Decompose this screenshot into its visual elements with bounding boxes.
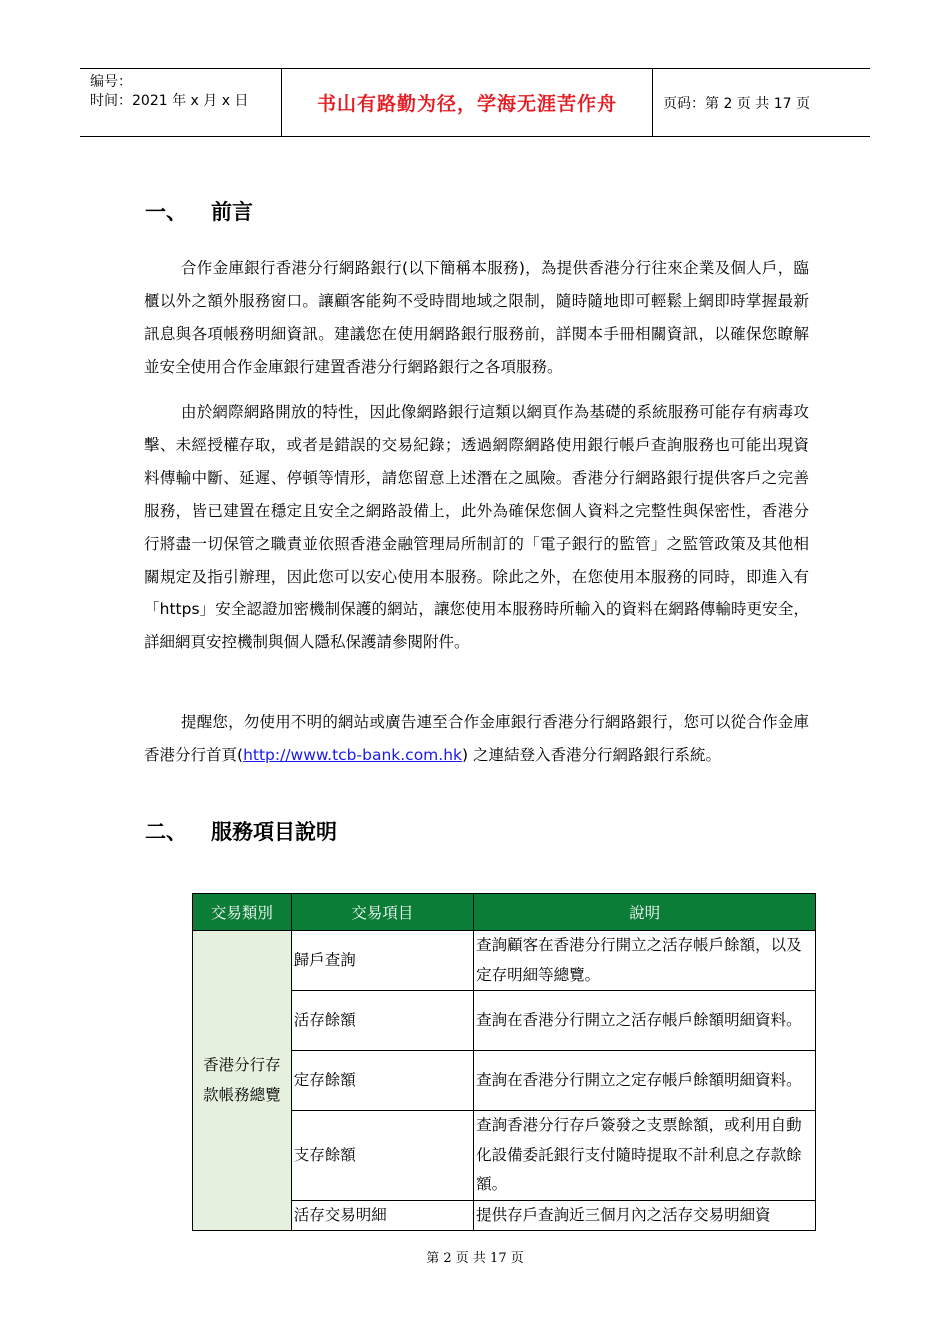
table-header-row: [193, 894, 816, 931]
page-header: [80, 68, 870, 137]
page-footer: 第 2 页 共 17 页: [426, 1251, 524, 1266]
item-cell: 活存餘額: [291, 991, 473, 1051]
section-heading: [145, 196, 253, 226]
category-cell: [193, 931, 292, 1231]
page-info: 页码：第 2 页 共 17 页: [663, 95, 810, 112]
code-label: 编号：: [90, 74, 132, 90]
section-heading: [145, 816, 337, 846]
desc-cell: 查詢顧客在香港分行開立之活存帳戶餘額，以及定存明細等總覽。: [474, 931, 816, 991]
section1-body: [144, 252, 809, 384]
table-row: [193, 931, 816, 991]
item-cell: 支存餘額: [291, 1111, 473, 1201]
paragraph: [144, 706, 809, 772]
category-line: 款帳務總覽: [203, 1085, 281, 1104]
header-motto-cell: [282, 69, 653, 136]
item-cell: 定存餘額: [291, 1051, 473, 1111]
section-title: 前言: [211, 200, 253, 224]
desc-cell: 查詢在香港分行開立之定存帳戶餘額明細資料。: [474, 1051, 816, 1111]
paragraph-text: 提醒您，勿使用不明的網站或廣告連至合作金庫銀行香港分行網路銀行，您可以從合作金庫香港分行首頁(: [144, 713, 809, 764]
column-header: 說明: [474, 894, 816, 931]
motto: 书山有路勤为径，学海无涯苦作舟: [316, 93, 617, 115]
section-number: 一、: [145, 200, 187, 224]
paragraph: 由於網際網路開放的特性，因此像網路銀行這類以網頁作為基礎的系統服務可能存有病毒攻擊、未經授權存取，或者是錯誤的交易紀錄；透過網際網路使用銀行帳戶查詢服務也可能出現資料傳輸中斷、延遲、停頓等情形，請您留意上述潛在之風險。香港分行網路銀行提供客戶之完善服務，皆已建置在穩定且安全之網路設備上，此外為確保您個人資料之完整性與保密性，香港分行將盡一切保管之職責並依照香港金融管理局所制訂的「電子銀行的監管」之監管政策及其他相關規定及指引辦理，因此您可以安心使用本服務。除此之外，在您使用本服務的同時，即進入有「https」安全認證加密機制保護的網站，讓您使用本服務時所輸入的資料在網路傳輸時更安全，詳細網頁安控機制與個人隱私保護請參閱附件。: [144, 403, 809, 652]
column-header: 交易類別: [193, 894, 292, 931]
paragraph-text: ) 之連結登入香港分行網路銀行系統。: [462, 745, 721, 764]
category-line: 香港分行存: [203, 1056, 281, 1074]
header-info-cell: [80, 69, 282, 136]
desc-cell: 提供存戶查詢近三個月內之活存交易明細資: [474, 1200, 816, 1231]
section-number: 二、: [145, 820, 187, 844]
item-cell: 歸戶查詢: [291, 931, 473, 991]
section-title: 服務項目說明: [211, 820, 337, 844]
section1-body-2: [144, 396, 809, 659]
desc-cell: 查詢在香港分行開立之活存帳戶餘額明細資料。: [474, 991, 816, 1051]
item-cell: 活存交易明細: [291, 1200, 473, 1231]
homepage-link[interactable]: http://www.tcb-bank.com.hk: [243, 745, 463, 764]
service-table: [192, 893, 816, 1231]
date-label: 时间：2021 年 x 月 x 日: [90, 93, 249, 109]
header-page-cell: [653, 69, 870, 136]
paragraph: 合作金庫銀行香港分行網路銀行(以下簡稱本服務)，為提供香港分行往來企業及個人戶，臨櫃以外之額外服務窗口。讓顧客能夠不受時間地域之限制，隨時隨地即可輕鬆上網即時掌握最新訊息與各項帳務明細資訊。建議您在使用網路銀行服務前，詳閱本手冊相關資訊，以確保您瞭解並安全使用合作金庫銀行建置香港分行網路銀行之各項服務。: [144, 259, 809, 376]
section1-body-3: [144, 706, 809, 772]
column-header: 交易項目: [291, 894, 473, 931]
desc-cell: 查詢香港分行存戶簽發之支票餘額，或利用自動化設備委託銀行支付隨時提取不計利息之存款餘額。: [474, 1111, 816, 1201]
